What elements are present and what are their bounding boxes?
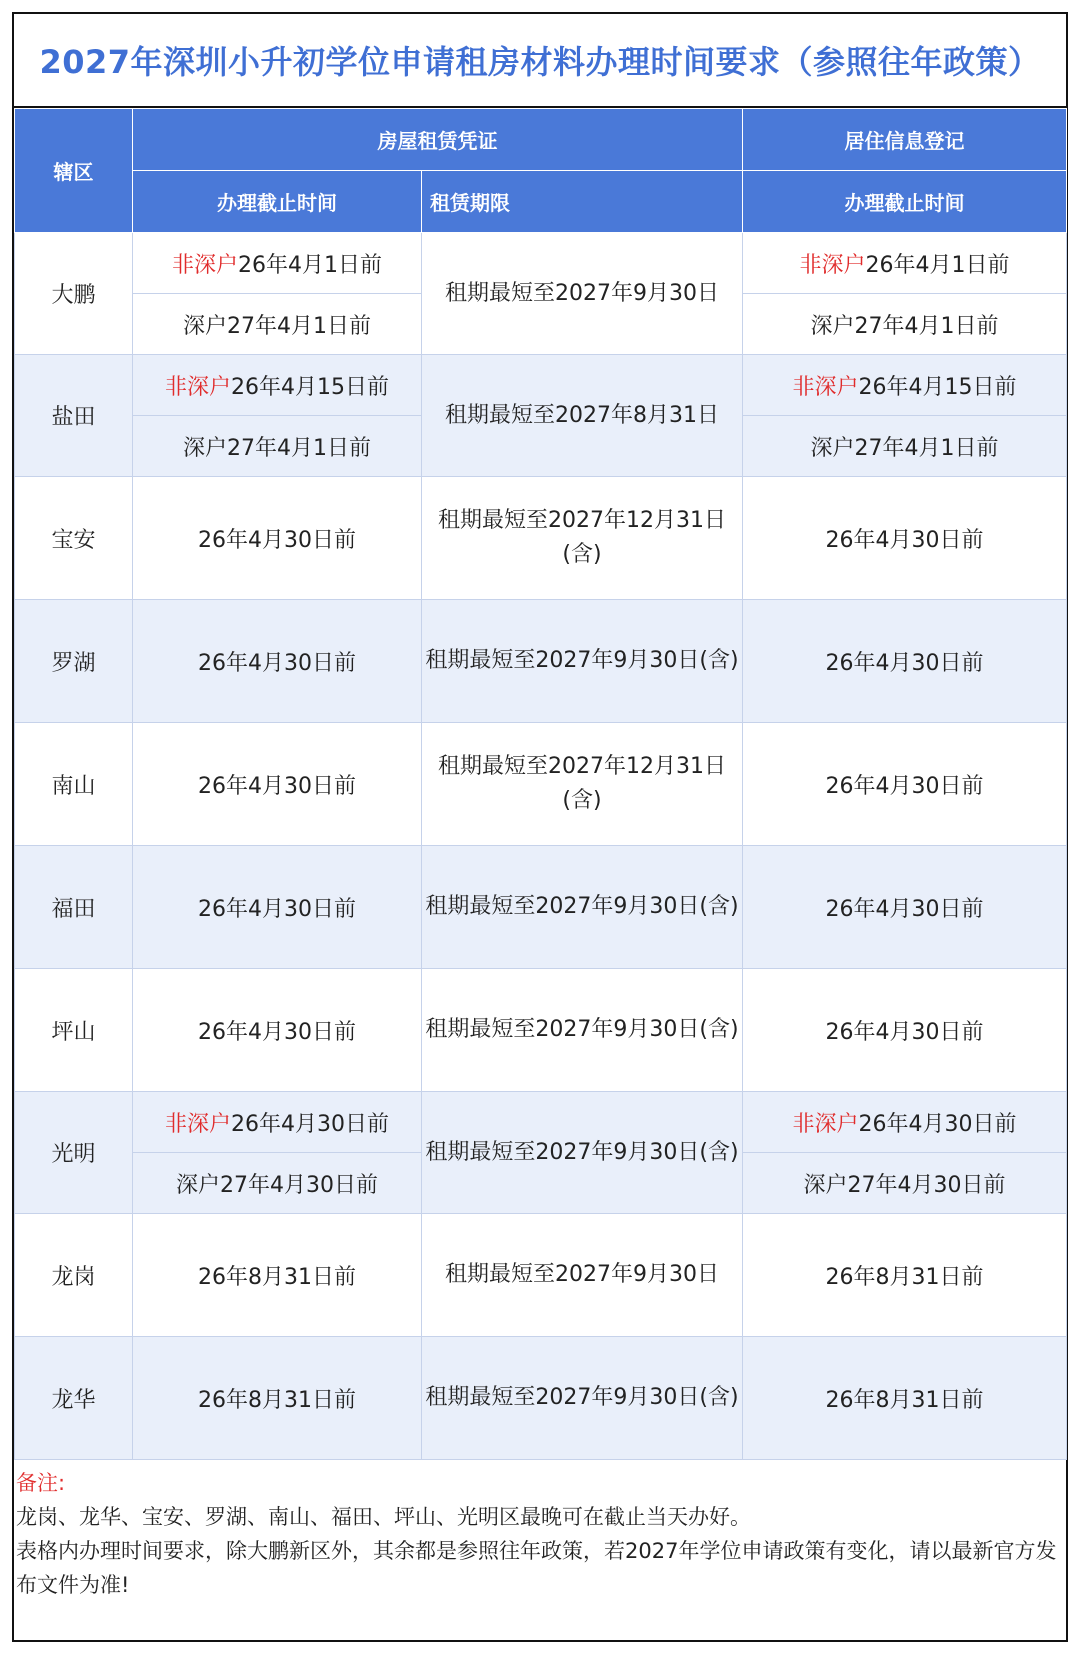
district-cell: 罗湖 — [15, 600, 133, 723]
res-deadline-non-sz: 非深户26年4月15日前 — [743, 355, 1067, 416]
rent-deadline: 26年8月31日前 — [133, 1214, 422, 1337]
lease-term-cell: 租期最短至2027年9月30日(含) — [422, 969, 743, 1092]
district-cell: 龙岗 — [15, 1214, 133, 1337]
rent-deadline-sz: 深户27年4月30日前 — [133, 1153, 422, 1214]
district-cell: 南山 — [15, 723, 133, 846]
res-deadline: 26年4月30日前 — [743, 477, 1067, 600]
lease-term-cell: 租期最短至2027年9月30日(含) — [422, 600, 743, 723]
rent-deadline: 26年8月31日前 — [133, 1337, 422, 1460]
header-district: 辖区 — [15, 109, 133, 233]
notes-line: 龙岗、龙华、宝安、罗湖、南山、福田、坪山、光明区最晚可在截止当天办好。 — [16, 1505, 751, 1529]
rent-deadline: 26年4月30日前 — [133, 846, 422, 969]
non-sz-label: 非深户 — [799, 252, 866, 278]
lease-term-cell: 租期最短至2027年12月31日 (含) — [422, 477, 743, 600]
non-sz-label: 非深户 — [792, 1111, 859, 1137]
district-cell: 大鹏 — [15, 233, 133, 355]
notes-line: 表格内办理时间要求，除大鹏新区外，其余都是参照往年政策，若2027年学位申请政策有变化，请以最新官方发布文件为准! — [16, 1539, 1057, 1597]
district-cell: 宝安 — [15, 477, 133, 600]
header-rental-certificate: 房屋租赁凭证 — [133, 109, 743, 171]
rent-deadline-non-sz: 非深户26年4月15日前 — [133, 355, 422, 416]
res-deadline-non-sz: 非深户26年4月30日前 — [743, 1092, 1067, 1153]
lease-term-cell: 租期最短至2027年9月30日(含) — [422, 846, 743, 969]
header-lease-term: 租赁期限 — [422, 171, 743, 233]
notes-section — [16, 1466, 1062, 1602]
header-residence-deadline: 办理截止时间 — [743, 171, 1067, 233]
res-deadline: 26年4月30日前 — [743, 723, 1067, 846]
res-deadline: 26年4月30日前 — [743, 600, 1067, 723]
non-sz-label: 非深户 — [171, 252, 238, 278]
rent-deadline: 26年4月30日前 — [133, 723, 422, 846]
lease-term-cell: 租期最短至2027年9月30日(含) — [422, 1337, 743, 1460]
lease-term-cell: 租期最短至2027年12月31日 (含) — [422, 723, 743, 846]
non-sz-label: 非深户 — [164, 1111, 231, 1137]
page-title: 2027年深圳小升初学位申请租房材料办理时间要求（参照往年政策） — [39, 43, 1041, 81]
rent-deadline: 26年4月30日前 — [133, 969, 422, 1092]
district-cell: 坪山 — [15, 969, 133, 1092]
notes-title: 备注: — [16, 1471, 66, 1495]
header-residence-registration: 居住信息登记 — [743, 109, 1067, 171]
lease-term-cell: 租期最短至2027年9月30日 — [422, 1214, 743, 1337]
res-deadline: 26年4月30日前 — [743, 846, 1067, 969]
res-deadline-sz: 深户27年4月1日前 — [743, 416, 1067, 477]
district-cell: 光明 — [15, 1092, 133, 1214]
res-deadline: 26年8月31日前 — [743, 1337, 1067, 1460]
non-sz-label: 非深户 — [164, 374, 231, 400]
rent-deadline-sz: 深户27年4月1日前 — [133, 416, 422, 477]
district-cell: 福田 — [15, 846, 133, 969]
rent-deadline-sz: 深户27年4月1日前 — [133, 294, 422, 355]
lease-term-cell: 租期最短至2027年9月30日 — [422, 233, 743, 355]
lease-term-cell: 租期最短至2027年9月30日(含) — [422, 1092, 743, 1214]
district-cell: 龙华 — [15, 1337, 133, 1460]
res-deadline-sz: 深户27年4月30日前 — [743, 1153, 1067, 1214]
rent-deadline-non-sz: 非深户26年4月1日前 — [133, 233, 422, 294]
lease-term-cell: 租期最短至2027年8月31日 — [422, 355, 743, 477]
rent-deadline-non-sz: 非深户26年4月30日前 — [133, 1092, 422, 1153]
res-deadline-non-sz: 非深户26年4月1日前 — [743, 233, 1067, 294]
rent-deadline: 26年4月30日前 — [133, 600, 422, 723]
non-sz-label: 非深户 — [792, 374, 859, 400]
res-deadline-sz: 深户27年4月1日前 — [743, 294, 1067, 355]
res-deadline: 26年8月31日前 — [743, 1214, 1067, 1337]
res-deadline: 26年4月30日前 — [743, 969, 1067, 1092]
rental-deadline-table — [14, 108, 1067, 1460]
header-rental-deadline: 办理截止时间 — [133, 171, 422, 233]
district-cell: 盐田 — [15, 355, 133, 477]
rent-deadline: 26年4月30日前 — [133, 477, 422, 600]
